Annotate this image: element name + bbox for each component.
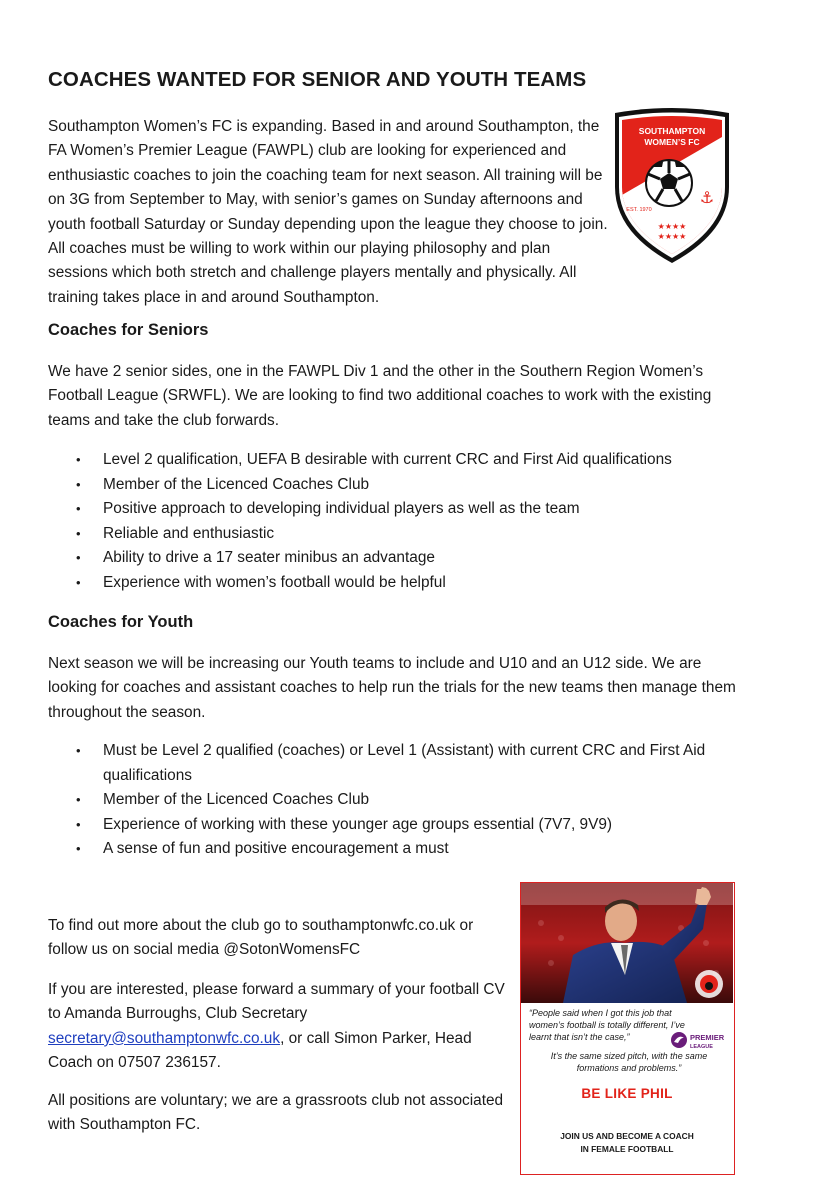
premier-league-logo <box>669 1029 731 1051</box>
poster-headline: BE LIKE PHIL <box>581 1086 673 1101</box>
list-item: • Member of the Licenced Coaches Club <box>76 475 370 493</box>
poster-quote-part2: It’s the same sized pitch, with the same formations and problems.” <box>550 1051 708 1073</box>
intro-paragraph: Southampton Women’s FC is expanding. Based in and around Southampton, the FA Women’s Premier League (FAWPL) club are looking for experienced and enthusiastic coaches to join the coaching team for next season. All training will be on 3G from September to May, with senior’s games on Sunday afternoons and youth football Saturday or Sunday depending upon the league they choose to join. All coaches must be willing to work within our playing philosophy and plan sessions which both stretch and challenge players mentally and physically. All training takes place in and around Southampton. <box>48 118 608 306</box>
apply-paragraph: If you are interested, please forward a summary of your football CV to Amanda Burroughs, Club Secretary secretary@southamptonwfc.co.uk, or call Simon Parker, Head Coach on 07507 236157. <box>48 981 505 1072</box>
pl-logo-top: PREMIER <box>690 1033 725 1042</box>
coach-photo-image <box>521 883 733 1003</box>
crest-name-line1: SOUTHAMPTON <box>638 126 706 136</box>
seniors-paragraph: We have 2 senior sides, one in the FAWPL Div 1 and the other in the Southern Region Women’s Football League (SRWFL). We are looking to find two additional coaches to work with the existing teams and take the club forwards. <box>48 363 712 429</box>
list-item: • Ability to drive a 17 seater minibus an advantage <box>76 549 435 567</box>
crest-stars-row1: ★★★★ <box>657 222 687 231</box>
list-item: • A sense of fun and positive encouragement a must <box>76 840 449 858</box>
svg-text:⚓: ⚓ <box>699 188 715 207</box>
youth-requirements-list <box>48 739 718 862</box>
list-item: • Experience with women’s football would be helpful <box>76 573 446 591</box>
youth-heading: Coaches for Youth <box>48 613 194 631</box>
secretary-email-link[interactable]: secretary@southamptonwfc.co.uk <box>48 1029 281 1047</box>
crest-stars-row2: ★★★★ <box>657 232 687 241</box>
be-like-phil-poster <box>520 882 735 1175</box>
list-item: • Positive approach to developing individual players as well as the team <box>76 500 580 518</box>
list-item: • Level 2 qualification, UEFA B desirable with current CRC and First Aid qualifications <box>76 451 672 468</box>
page-title: COACHES WANTED FOR SENIOR AND YOUTH TEAMS <box>48 68 587 91</box>
pl-logo-bottom: LEAGUE <box>690 1044 713 1050</box>
youth-paragraph: Next season we will be increasing our Youth teams to include and U10 and an U12 side. We are looking for coaches and assistant coaches to help run the trials for the new teams then manage them throughout the season. <box>48 655 736 721</box>
poster-call-to-action: JOIN US AND BECOME A COACH IN FEMALE FOOTBALL <box>560 1131 694 1154</box>
voluntary-paragraph: All positions are voluntary; we are a grassroots club not associated with Southampton FC. <box>48 1092 504 1134</box>
crest-name-line2: WOMEN’S FC <box>644 137 700 147</box>
list-item: • Reliable and enthusiastic <box>76 524 275 542</box>
list-item: • Member of the Licenced Coaches Club <box>76 791 370 809</box>
list-item: • Must be Level 2 qualified (coaches) or Level 1 (Assistant) with current CRC and First Aid qualifications <box>76 742 706 784</box>
poster-quote-part1: “People said when I got this job that women’s football is totally different, I’ve learnt that isn’t the case,” <box>529 1008 685 1042</box>
more-info-paragraph: To find out more about the club go to southamptonwfc.co.uk or follow us on social media @SotonWomensFC <box>48 917 474 959</box>
club-crest-logo <box>607 107 737 267</box>
crest-est-text: EST. 1970 <box>626 207 652 213</box>
seniors-heading: Coaches for Seniors <box>48 321 209 339</box>
list-item: • Experience of working with these younger age groups essential (7V7, 9V9) <box>76 815 613 833</box>
seniors-requirements-list <box>48 448 718 596</box>
